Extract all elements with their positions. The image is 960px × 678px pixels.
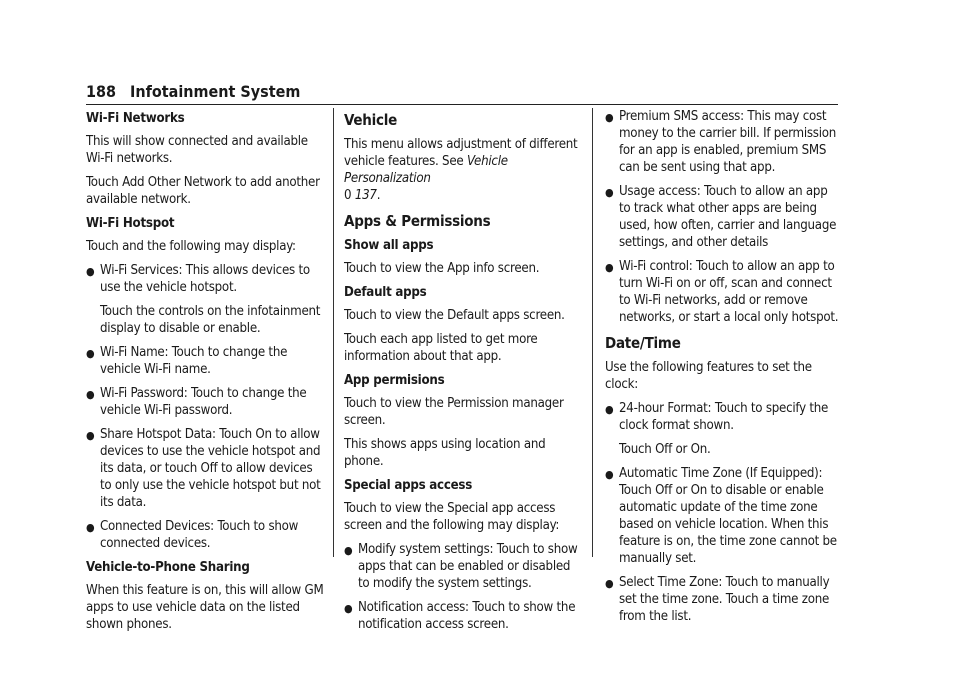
paragraph: Touch to view the Permission manager screen. <box>344 396 564 428</box>
heading-apps-permissions: Apps & Permissions <box>344 212 491 230</box>
list-item <box>605 183 841 251</box>
bullet-icon: ● <box>605 261 614 274</box>
list-item-text: Modify system settings: Touch to show apps that can be enabled or disabled to modify the system settings. <box>358 542 578 591</box>
paragraph: Touch each app listed to get more information about that app. <box>344 332 538 364</box>
list-item <box>86 426 326 511</box>
list-item-text: Notification access: Touch to show the notification access screen. <box>358 600 576 632</box>
list-item <box>344 541 578 592</box>
column-left <box>86 108 326 640</box>
cross-reference-link[interactable]: Vehicle Personalization <box>344 154 508 186</box>
list-item-text: Premium SMS access: This may cost money to the carrier bill. If permission for an app is enabled, premium SMS can be sent using that app. <box>619 109 837 175</box>
paragraph: Touch to view the Special app access screen and the following may display: <box>344 501 560 533</box>
list-item-text: Automatic Time Zone (If Equipped): Touch Off or On to disable or enable automatic update of the time zone based on vehicle location. When this feature is on, the time zone cannot be manually set. <box>619 466 837 566</box>
list-item-text: Select Time Zone: Touch to manually set the time zone. Touch a time zone from the list. <box>619 575 830 624</box>
list-item <box>86 262 326 296</box>
paragraph: This shows apps using location and phone. <box>344 437 546 469</box>
paragraph: This will show connected and available Wi-Fi networks. <box>86 134 308 166</box>
subheading-special-apps-access: Special apps access <box>344 478 473 493</box>
list-item <box>605 400 841 434</box>
list-item <box>605 258 841 326</box>
paragraph: Touch to view the Default apps screen. <box>344 308 565 323</box>
list-item-text: Wi-Fi Name: Touch to change the vehicle Wi-Fi name. <box>100 345 288 377</box>
list-item-text: Wi-Fi control: Touch to allow an app to turn Wi-Fi on or off, scan and connect to Wi-Fi networks, add or remove networks, or start a local only hotspot. <box>619 259 839 325</box>
list-item-text: 24-hour Format: Touch to specify the clock format shown. <box>619 401 829 433</box>
paragraph: When this feature is on, this will allow GM apps to use vehicle data on the listed shown phones. <box>86 583 324 632</box>
bullet-icon: ● <box>344 544 353 557</box>
list-item-text: Connected Devices: Touch to show connected devices. <box>100 519 299 551</box>
subheading-default-apps: Default apps <box>344 285 427 300</box>
list-item <box>86 385 326 419</box>
paragraph: Touch Add Other Network to add another available network. <box>86 175 320 207</box>
list-item <box>344 599 578 633</box>
bullet-icon: ● <box>86 347 95 360</box>
subheading-show-all-apps: Show all apps <box>344 238 434 253</box>
section-title: Infotainment System <box>130 82 301 101</box>
indented-note: Touch the controls on the infotainment display to disable or enable. <box>100 304 321 336</box>
page-number: 188 <box>86 82 117 101</box>
list-item <box>605 108 841 176</box>
indented-note: Touch Off or On. <box>619 442 711 457</box>
subheading-wifi-networks: Wi-Fi Networks <box>86 111 185 126</box>
bullet-icon: ● <box>605 403 614 416</box>
bullet-icon: ● <box>86 388 95 401</box>
list-item-text: Usage access: Touch to allow an app to track what other apps are being used, how often, carrier and language settings, and other details <box>619 184 837 250</box>
bullet-icon: ● <box>86 429 95 442</box>
list-item <box>605 465 841 567</box>
bullet-icon: ● <box>86 521 95 534</box>
list-item-text: Wi-Fi Services: This allows devices to use the vehicle hotspot. <box>100 263 310 295</box>
subheading-app-permisions: App permisions <box>344 373 445 388</box>
paragraph: Touch and the following may display: <box>86 239 296 254</box>
heading-date-time: Date/Time <box>605 334 681 352</box>
column-divider <box>592 108 593 557</box>
list-item-text: Share Hotspot Data: Touch On to allow devices to use the vehicle hotspot and its data, or touch Off to allow devices to only use the vehicle hotspot but not its data. <box>100 427 321 510</box>
page-ref-number[interactable]: 137 <box>354 188 377 203</box>
bullet-icon: ● <box>605 186 614 199</box>
bullet-icon: ● <box>344 602 353 615</box>
subheading-wifi-hotspot: Wi-Fi Hotspot <box>86 216 175 231</box>
page-header <box>86 82 838 105</box>
column-middle <box>344 108 578 640</box>
paragraph: This menu allows adjustment of different vehicle features. See Vehicle Personalization 0 137. <box>344 137 578 203</box>
page-ref-icon: 0 <box>344 188 352 203</box>
subheading-vehicle-to-phone: Vehicle-to-Phone Sharing <box>86 560 250 575</box>
bullet-icon: ● <box>605 577 614 590</box>
bullet-icon: ● <box>605 468 614 481</box>
column-divider <box>333 108 334 557</box>
list-item-text: Wi-Fi Password: Touch to change the vehicle Wi-Fi password. <box>100 386 307 418</box>
list-item <box>86 344 326 378</box>
list-item <box>86 518 326 552</box>
paragraph-text: This menu allows adjustment of different vehicle features. See <box>344 137 578 169</box>
heading-vehicle: Vehicle <box>344 111 398 129</box>
bullet-icon: ● <box>86 265 95 278</box>
column-right <box>605 108 841 632</box>
paragraph: Use the following features to set the clock: <box>605 360 812 392</box>
list-item <box>605 574 841 625</box>
bullet-icon: ● <box>605 111 614 124</box>
paragraph: Touch to view the App info screen. <box>344 261 540 276</box>
